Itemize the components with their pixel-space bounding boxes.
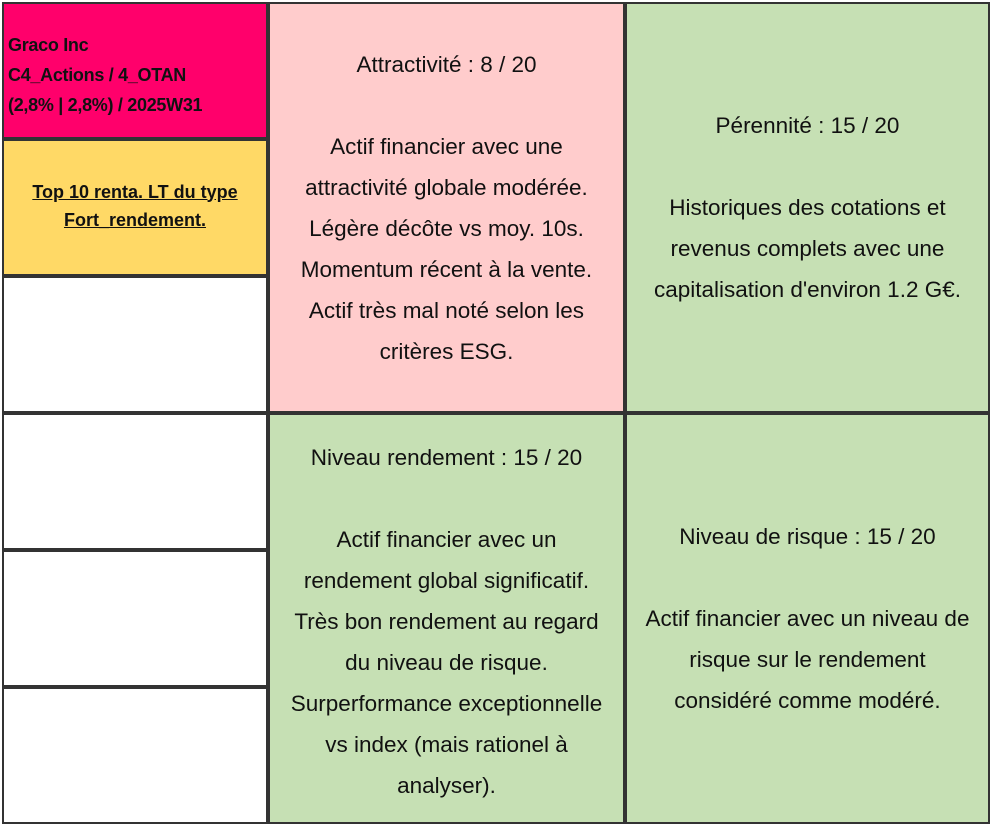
perennite-description: [654, 187, 961, 310]
description-line: vs index (mais rationel à: [325, 732, 568, 757]
asset-category: C4_Actions / 4_OTAN: [8, 65, 187, 85]
ranking-cell: [2, 139, 268, 276]
attractivite-title: Attractivité : 8 / 20: [356, 51, 537, 77]
performance-stats: (2,8% | 2,8%) / 2025W31: [8, 95, 203, 115]
description-line: Très bon rendement au regard: [294, 609, 599, 634]
description-line: Légère décôte vs moy. 10s.: [309, 215, 584, 241]
perennite-title: Pérennité : 15 / 20: [715, 113, 900, 138]
empty-cell: [2, 413, 268, 550]
company-info-cell: [2, 2, 268, 139]
attractivite-description: [301, 126, 592, 372]
description-line: analyser).: [397, 773, 496, 798]
description-line: considéré comme modéré.: [674, 688, 941, 713]
description-line: Actif financier avec un: [336, 527, 557, 552]
risque-description: [646, 598, 970, 721]
description-line: capitalisation d'environ 1.2 G€.: [654, 277, 961, 302]
description-line: Momentum récent à la vente.: [300, 256, 593, 282]
risque-panel: [625, 413, 990, 824]
company-name: Graco Inc: [8, 35, 89, 55]
rendement-title: Niveau rendement : 15 / 20: [310, 445, 583, 470]
ranking-line-2: Fort_rendement.: [63, 209, 207, 230]
risque-title: Niveau de risque : 15 / 20: [679, 524, 936, 549]
description-line: revenus complets avec une: [670, 236, 945, 261]
attractivite-panel: [268, 2, 625, 413]
empty-cell: [2, 687, 268, 824]
empty-cell: [2, 550, 268, 687]
description-line: rendement global significatif.: [303, 568, 590, 593]
description-line: critères ESG.: [379, 338, 514, 364]
description-line: Actif financier avec une: [330, 133, 563, 159]
ranking-line-1: Top 10 renta. LT du type: [32, 181, 238, 202]
rendement-panel: [268, 413, 625, 824]
description-line: risque sur le rendement: [689, 647, 926, 672]
description-line: Actif très mal noté selon les: [308, 297, 585, 323]
description-line: du niveau de risque.: [345, 650, 548, 675]
description-line: attractivité globale modérée.: [305, 174, 588, 200]
description-line: Historiques des cotations et: [669, 195, 946, 220]
perennite-panel: [625, 2, 990, 413]
empty-cell: [2, 276, 268, 413]
description-line: Surperformance exceptionnelle: [290, 691, 603, 716]
description-line: Actif financier avec un niveau de: [645, 606, 970, 631]
rendement-description: [291, 519, 602, 806]
